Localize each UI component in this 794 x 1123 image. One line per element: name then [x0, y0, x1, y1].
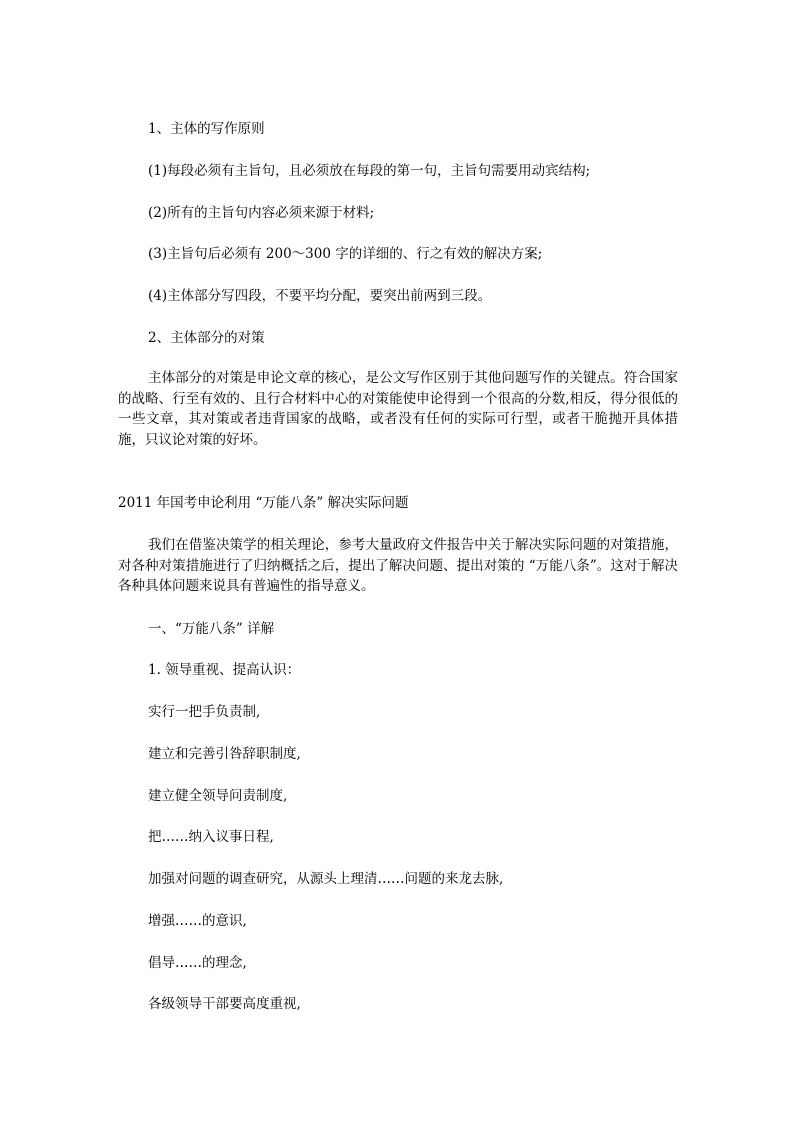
item1-point: 增强……的意识, [148, 913, 247, 929]
article-subheading: 一、“万能八条” 详解 [148, 621, 275, 637]
section2-title: 2、主体部分的对策 [148, 330, 265, 346]
item1-point: 把……纳入议事日程, [148, 829, 274, 845]
item1-point: 建立健全领导问责制度, [148, 788, 288, 804]
section1-title: 1、主体的写作原则 [148, 121, 265, 137]
rule-item: (2)所有的主旨句内容必须来源于材料; [148, 205, 375, 221]
item1-point: 建立和完善引咎辞职制度, [148, 746, 301, 762]
article-intro: 我们在借鉴决策学的相关理论，参考大量政府文件报告中关于解决实际问题的对策措施，对各种对策措施进行了归纳概括之后，提出了解决问题、提出对策的 “万能八条”。这对于解决各种具体问题来说具有普遍性的指导意义。 [118, 537, 678, 594]
item1-point: 各级领导干部要高度重视, [148, 996, 301, 1012]
item1-point: 倡导……的理念, [148, 955, 247, 971]
item1-title: 1. 领导重视、提高认识： [148, 662, 301, 678]
rule-item: (4)主体部分写四段，不要平均分配，要突出前两到三段。 [148, 288, 492, 304]
item1-point: 实行一把手负责制, [148, 704, 261, 720]
article-title: 2011 年国考申论利用 “万能八条” 解决实际问题 [118, 495, 409, 511]
rule-item: (1)每段必须有主旨句，且必须放在每段的第一句，主旨句需要用动宾结构; [148, 163, 591, 179]
item1-point: 加强对问题的调查研究，从源头上理清……问题的来龙去脉, [148, 871, 504, 887]
section2-paragraph: 主体部分的对策是申论文章的核心，是公文写作区别于其他问题写作的关键点。符合国家的战略、行至有效的、且行合材料中心的对策能使申论得到一个很高的分数,相反，得分很低的一些文章，其对策或者违背国家的战略，或者没有任何的实际可行型，或者干脆抛开具体措施，只议论对策的好坏。 [118, 370, 678, 448]
rule-item: (3)主旨句后必须有 200～300 字的详细的、行之有效的解决方案; [148, 246, 543, 262]
